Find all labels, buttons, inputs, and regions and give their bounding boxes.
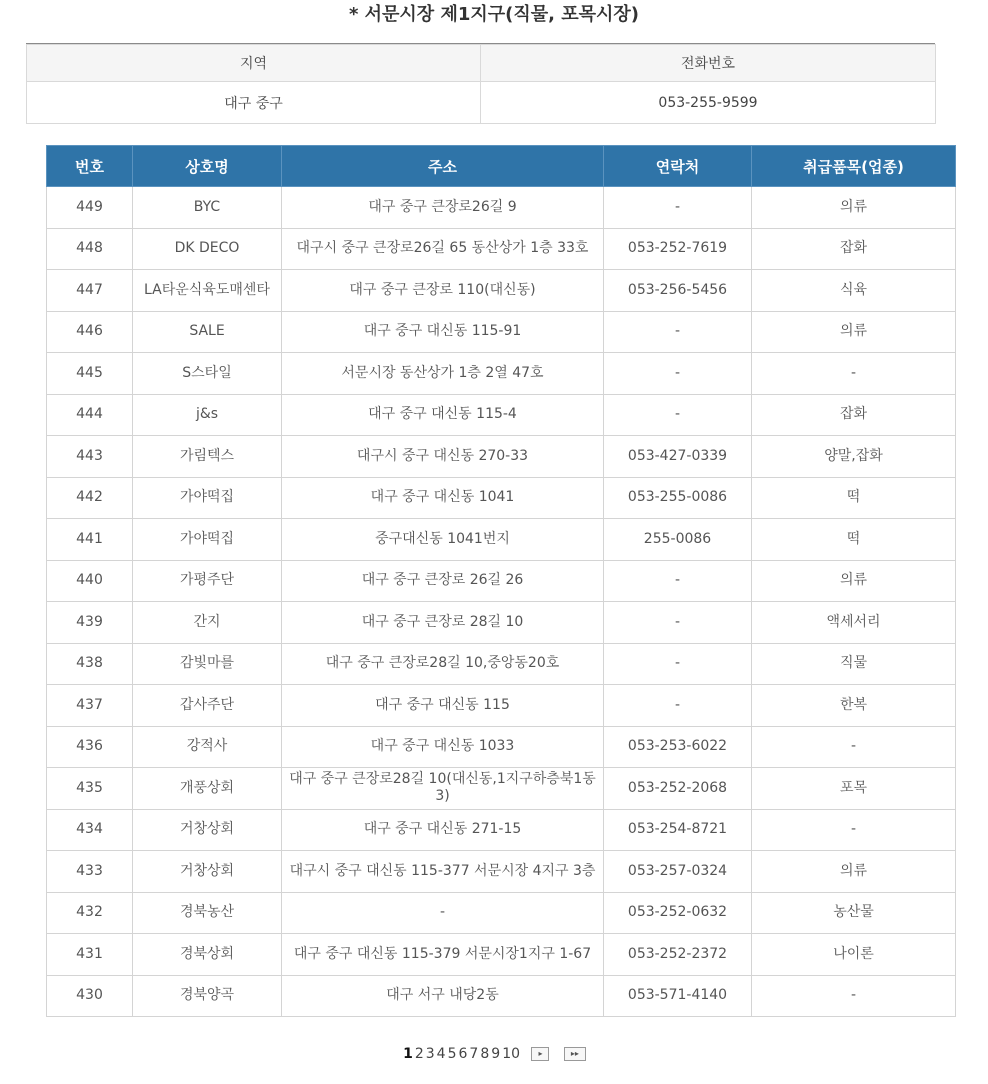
cell-store-name: BYC xyxy=(133,187,282,229)
cell-number: 442 xyxy=(47,477,133,519)
cell-address: 대구 중구 큰장로28길 10(대신동,1지구하층북1동3) xyxy=(282,768,604,810)
store-list-body xyxy=(47,187,956,1017)
cell-category: 포목 xyxy=(752,768,956,810)
table-row xyxy=(47,270,956,312)
cell-category: 직물 xyxy=(752,643,956,685)
cell-address: 대구 중구 대신동 271-15 xyxy=(282,809,604,851)
cell-number: 445 xyxy=(47,353,133,395)
cell-address: 대구시 중구 대신동 115-377 서문시장 4지구 3층 xyxy=(282,851,604,893)
page-link[interactable]: 1 xyxy=(403,1046,413,1062)
cell-store-name: SALE xyxy=(133,311,282,353)
cell-address: 대구 서구 내당2동 xyxy=(282,975,604,1017)
cell-contact: 053-253-6022 xyxy=(604,726,752,768)
cell-category: 의류 xyxy=(752,311,956,353)
cell-number: 431 xyxy=(47,934,133,976)
cell-address: 서문시장 동산상가 1층 2열 47호 xyxy=(282,353,604,395)
cell-contact: - xyxy=(604,353,752,395)
col-header-contact: 연락처 xyxy=(604,146,752,187)
cell-address: 대구 중구 큰장로28길 10,중앙동20호 xyxy=(282,643,604,685)
cell-number: 441 xyxy=(47,519,133,561)
cell-contact: 053-255-0086 xyxy=(604,477,752,519)
cell-store-name: 거창상회 xyxy=(133,809,282,851)
cell-store-name: 개풍상회 xyxy=(133,768,282,810)
page-link[interactable]: 3 xyxy=(425,1046,435,1062)
cell-address: 대구시 중구 대신동 270-33 xyxy=(282,436,604,478)
cell-number: 443 xyxy=(47,436,133,478)
cell-contact: - xyxy=(604,187,752,229)
cell-category: 의류 xyxy=(752,187,956,229)
cell-contact: - xyxy=(604,643,752,685)
cell-address: 대구시 중구 큰장로26길 65 동산상가 1층 33호 xyxy=(282,228,604,270)
cell-address: 대구 중구 대신동 115 xyxy=(282,685,604,727)
cell-contact: 053-252-7619 xyxy=(604,228,752,270)
cell-number: 439 xyxy=(47,602,133,644)
cell-store-name: 경북농산 xyxy=(133,892,282,934)
page-link[interactable]: 8 xyxy=(480,1046,490,1062)
cell-category: - xyxy=(752,726,956,768)
table-row xyxy=(47,228,956,270)
info-header-phone: 전화번호 xyxy=(481,45,936,82)
page-link[interactable]: 4 xyxy=(436,1046,446,1062)
col-header-address: 주소 xyxy=(282,146,604,187)
page-link[interactable]: 9 xyxy=(491,1046,501,1062)
last-page-button[interactable]: ▸▸ xyxy=(564,1047,586,1061)
table-row xyxy=(47,975,956,1017)
cell-contact: - xyxy=(604,560,752,602)
cell-contact: 053-427-0339 xyxy=(604,436,752,478)
cell-contact: - xyxy=(604,311,752,353)
cell-address: 대구 중구 대신동 115-91 xyxy=(282,311,604,353)
cell-address: 대구 중구 대신동 115-4 xyxy=(282,394,604,436)
cell-contact: - xyxy=(604,602,752,644)
cell-store-name: DK DECO xyxy=(133,228,282,270)
cell-number: 430 xyxy=(47,975,133,1017)
cell-contact: 053-571-4140 xyxy=(604,975,752,1017)
cell-contact: - xyxy=(604,394,752,436)
page-title: * 서문시장 제1지구(직물, 포목시장) xyxy=(348,4,640,25)
pagination xyxy=(0,1044,988,1064)
page-link[interactable]: 10 xyxy=(502,1046,521,1062)
cell-number: 438 xyxy=(47,643,133,685)
col-header-number: 번호 xyxy=(47,146,133,187)
table-row xyxy=(47,892,956,934)
table-row xyxy=(47,436,956,478)
table-row xyxy=(47,726,956,768)
cell-contact: 053-256-5456 xyxy=(604,270,752,312)
page-numbers xyxy=(402,1046,521,1062)
page-link[interactable]: 5 xyxy=(447,1046,457,1062)
cell-number: 440 xyxy=(47,560,133,602)
cell-category: 떡 xyxy=(752,519,956,561)
table-row xyxy=(47,602,956,644)
table-row xyxy=(47,353,956,395)
col-header-category: 취급품목(업종) xyxy=(752,146,956,187)
cell-number: 437 xyxy=(47,685,133,727)
cell-category: 떡 xyxy=(752,477,956,519)
cell-address: 대구 중구 큰장로 26길 26 xyxy=(282,560,604,602)
cell-address: 대구 중구 큰장로 28길 10 xyxy=(282,602,604,644)
info-phone-value: 053-255-9599 xyxy=(481,82,936,124)
info-region-value: 대구 중구 xyxy=(27,82,481,124)
cell-address: 대구 중구 대신동 1033 xyxy=(282,726,604,768)
cell-category: 농산물 xyxy=(752,892,956,934)
cell-contact: 053-252-2372 xyxy=(604,934,752,976)
cell-store-name: 거창상회 xyxy=(133,851,282,893)
cell-number: 448 xyxy=(47,228,133,270)
next-page-button[interactable]: ▸ xyxy=(531,1047,549,1061)
region-info-table xyxy=(26,44,936,124)
cell-contact: 053-252-2068 xyxy=(604,768,752,810)
cell-category: - xyxy=(752,809,956,851)
cell-number: 434 xyxy=(47,809,133,851)
cell-address: 대구 중구 대신동 1041 xyxy=(282,477,604,519)
cell-category: - xyxy=(752,353,956,395)
cell-store-name: 간지 xyxy=(133,602,282,644)
cell-store-name: 경북양곡 xyxy=(133,975,282,1017)
cell-address: 대구 중구 큰장로 110(대신동) xyxy=(282,270,604,312)
table-row xyxy=(47,809,956,851)
cell-address: 대구 중구 큰장로26길 9 xyxy=(282,187,604,229)
cell-store-name: S스타일 xyxy=(133,353,282,395)
cell-contact: 053-254-8721 xyxy=(604,809,752,851)
cell-store-name: 강적사 xyxy=(133,726,282,768)
store-list-table xyxy=(46,145,956,1017)
table-row xyxy=(47,934,956,976)
cell-category: 액세서리 xyxy=(752,602,956,644)
cell-category: - xyxy=(752,975,956,1017)
cell-number: 436 xyxy=(47,726,133,768)
cell-store-name: LA타운식육도매센타 xyxy=(133,270,282,312)
cell-contact: 053-257-0324 xyxy=(604,851,752,893)
table-row xyxy=(47,560,956,602)
cell-store-name: j&s xyxy=(133,394,282,436)
page-link[interactable]: 7 xyxy=(469,1046,479,1062)
cell-store-name: 가야떡집 xyxy=(133,477,282,519)
cell-category: 잡화 xyxy=(752,394,956,436)
page-link[interactable]: 2 xyxy=(414,1046,424,1062)
cell-address: - xyxy=(282,892,604,934)
page-link[interactable]: 6 xyxy=(458,1046,468,1062)
cell-store-name: 가림텍스 xyxy=(133,436,282,478)
cell-category: 식육 xyxy=(752,270,956,312)
cell-number: 432 xyxy=(47,892,133,934)
table-row xyxy=(47,851,956,893)
cell-store-name: 경북상회 xyxy=(133,934,282,976)
cell-category: 의류 xyxy=(752,851,956,893)
cell-number: 449 xyxy=(47,187,133,229)
cell-number: 446 xyxy=(47,311,133,353)
cell-number: 435 xyxy=(47,768,133,810)
cell-address: 대구 중구 대신동 115-379 서문시장1지구 1-67 xyxy=(282,934,604,976)
cell-contact: 255-0086 xyxy=(604,519,752,561)
col-header-store-name: 상호명 xyxy=(133,146,282,187)
cell-number: 447 xyxy=(47,270,133,312)
table-row xyxy=(47,477,956,519)
table-row xyxy=(47,187,956,229)
cell-category: 잡화 xyxy=(752,228,956,270)
table-row xyxy=(47,643,956,685)
cell-store-name: 감빛마를 xyxy=(133,643,282,685)
cell-store-name: 갑사주단 xyxy=(133,685,282,727)
cell-contact: - xyxy=(604,685,752,727)
cell-store-name: 가야떡집 xyxy=(133,519,282,561)
cell-address: 중구대신동 1041번지 xyxy=(282,519,604,561)
table-row xyxy=(47,519,956,561)
table-row xyxy=(47,768,956,810)
cell-store-name: 가평주단 xyxy=(133,560,282,602)
table-row xyxy=(47,394,956,436)
table-row xyxy=(47,311,956,353)
cell-number: 444 xyxy=(47,394,133,436)
info-header-region: 지역 xyxy=(27,45,481,82)
table-row xyxy=(47,685,956,727)
cell-category: 양말,잡화 xyxy=(752,436,956,478)
cell-contact: 053-252-0632 xyxy=(604,892,752,934)
cell-category: 의류 xyxy=(752,560,956,602)
cell-number: 433 xyxy=(47,851,133,893)
cell-category: 한복 xyxy=(752,685,956,727)
cell-category: 나이론 xyxy=(752,934,956,976)
